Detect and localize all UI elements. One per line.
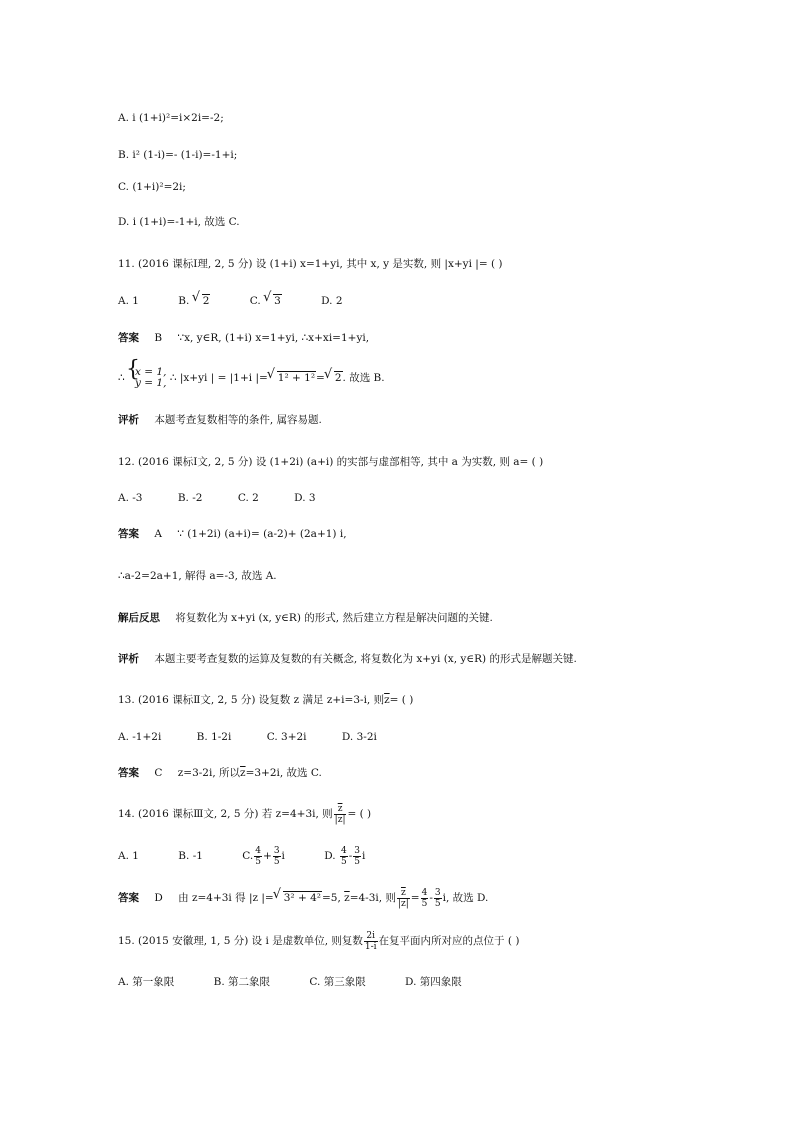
q12-option-b: B. -2 — [177, 492, 203, 504]
comment-text: 本题考查复数相等的条件, 属容易题. — [154, 414, 322, 426]
answer-choice: C — [154, 767, 163, 779]
q13-option-a: A. -1+2i — [118, 731, 162, 743]
q11-answer — [118, 331, 369, 345]
q13-answer: 答案 C z=3-2i, 所以$\overline{z}=3+2i$, 故选 C. — [118, 767, 322, 779]
q14-option-b: B. -1 — [178, 850, 203, 862]
reflection-label: 解后反思 — [118, 612, 160, 624]
q14-stem: 14. (2016 课标Ⅲ文, 2, 5 分) 若 z=4+3i, 则 $\frac{\overline{z}}{|z|}$ = ( ) — [118, 803, 372, 825]
prev-option-a: A. i (1+i)²=i×2i=-2; — [118, 112, 224, 124]
prev-option-c: C. (1+i)²=2i; — [118, 181, 186, 193]
q11-options — [118, 294, 343, 308]
comment-label: 评析 — [118, 414, 139, 426]
q14-option-d: D. $\frac{4}{5}$ - $\frac{3}{5}$ i — [324, 845, 366, 867]
answer-label: 答案 — [118, 528, 139, 540]
q11-option-d: D. 2 — [321, 295, 343, 307]
q12-answer — [118, 527, 347, 541]
answer-choice: A — [154, 528, 162, 540]
q13-stem: 13. (2016 课标Ⅱ文, 2, 5 分) 设复数 z 满足 z+i=3-i, 则$\overline{z}=$ ( ) — [118, 694, 414, 706]
q15-option-a: A. 第一象限 — [118, 976, 175, 988]
answer-label: 答案 — [118, 892, 139, 904]
equation-system: { x = 1, y = 1, — [128, 367, 166, 389]
q15-options — [118, 975, 462, 989]
comment-text: 本题主要考查复数的运算及复数的有关概念, 将复数化为 x+yi (x, y∈R) 的形式是解题关键. — [154, 653, 577, 665]
answer-text: ∵ (1+2i) (a+i)= (a-2)+ (2a+1) i, — [177, 528, 347, 540]
q12-option-c: C. 2 — [237, 492, 259, 504]
q13-options — [118, 730, 377, 744]
answer-choice: B — [154, 332, 163, 344]
answer-label: 答案 — [118, 332, 139, 344]
q14-option-a: A. 1 — [118, 850, 139, 862]
answer-choice: D — [154, 892, 163, 904]
q15-stem: 15. (2015 安徽理, 1, 5 分) 设 i 是虚数单位, 则复数 $\frac{2i}{1-i}$ 在复平面内所对应的点位于 ( ) — [118, 930, 520, 952]
q11-option-c: C. √ 3 — [250, 295, 282, 307]
q13-option-d: D. 3-2i — [341, 731, 377, 743]
q11-stem: 11. (2016 课标Ⅰ理, 2, 5 分) 设 (1+i) x=1+yi, 其中 x, y 是实数, 则 |x+yi |= ( ) — [118, 258, 503, 270]
q14-options — [118, 844, 365, 868]
q12-stem: 12. (2016 课标Ⅰ文, 2, 5 分) 设 (1+2i) (a+i) 的实部与虚部相等, 其中 a 为实数, 则 a= ( ) — [118, 456, 544, 468]
prev-option-d: D. i (1+i)=-1+i, 故选 C. — [118, 216, 240, 228]
q13-option-c: C. 3+2i — [266, 731, 307, 743]
q15-option-d: D. 第四象限 — [405, 976, 462, 988]
reflection-text: 将复数化为 x+yi (x, y∈R) 的形式, 然后建立方程是解决问题的关键. — [175, 612, 493, 624]
q12-comment — [118, 652, 577, 666]
q15-option-b: B. 第二象限 — [213, 976, 271, 988]
q12-option-d: D. 3 — [294, 492, 316, 504]
q14-option-c: C. $\frac{4}{5}$ + $\frac{3}{5}$ i — [242, 845, 285, 867]
q11-system-line: ∴ { x = 1, y = 1, ∴ |x+yi | = |1+i |= √ 1² + 1²= √ 2. 故选 B. — [118, 367, 385, 389]
comment-label: 评析 — [118, 653, 139, 665]
q12-reflection — [118, 611, 493, 625]
answer-text: ∵x, y∈R, (1+i) x=1+yi, ∴x+xi=1+yi, — [177, 332, 370, 344]
q12-options — [118, 491, 316, 505]
q14-answer: 答案 D 由 z=4+3i 得 |z |= √ 3² + 4²=5, $\overline{z}=4-3i$, 则 $\frac{\overline{z}}{|z|}$ = $\frac{4}{5}$ - $\frac{3}{5}$ i, 故选 D. — [118, 886, 488, 910]
q13-option-b: B. 1-2i — [196, 731, 232, 743]
answer-label: 答案 — [118, 767, 139, 779]
q11-option-b: B. √ 2 — [178, 295, 210, 307]
q12-answer-line2: ∴a-2=2a+1, 解得 a=-3, 故选 A. — [118, 570, 277, 582]
q11-option-a: A. 1 — [118, 295, 139, 307]
q12-option-a: A. -3 — [118, 492, 143, 504]
q11-comment — [118, 413, 322, 427]
q15-option-c: C. 第三象限 — [309, 976, 366, 988]
prev-option-b: B. i² (1-i)=- (1-i)=-1+i; — [118, 149, 238, 161]
